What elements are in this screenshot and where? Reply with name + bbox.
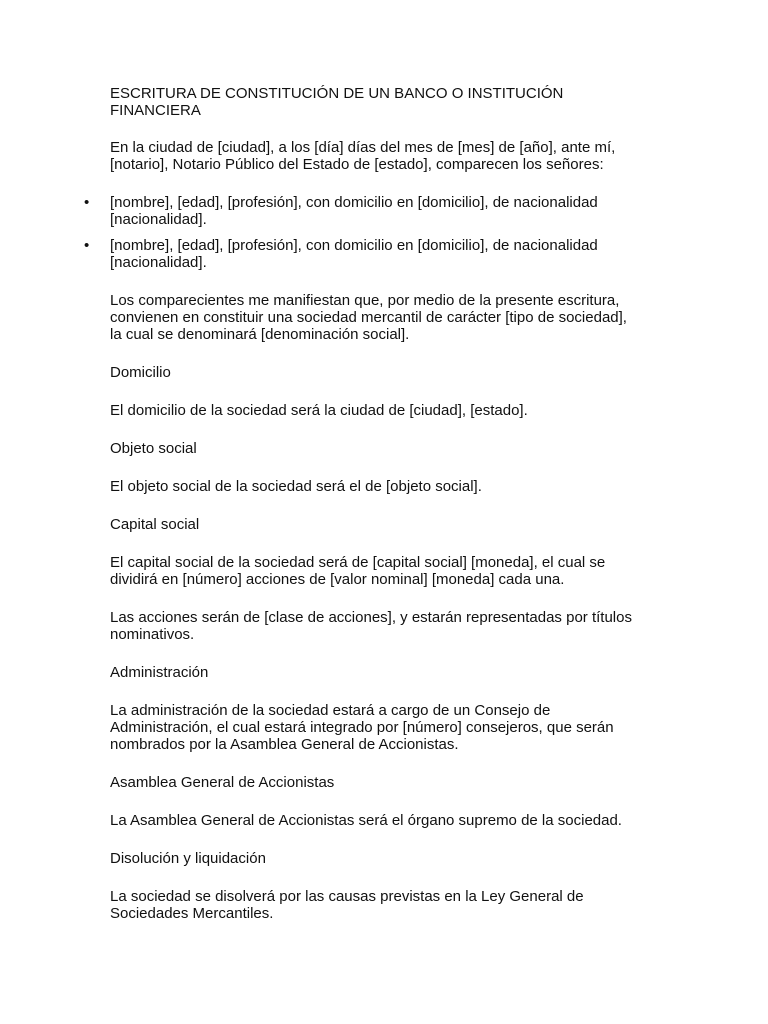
section-heading-objeto-social: Objeto social	[110, 440, 197, 457]
statement-paragraph: Los comparecientes me manifiestan que, por medio de la presente escritura, convienen en constituir una sociedad mercantil de carácter [tipo de sociedad], la cual se denominará [denominación social].	[110, 292, 627, 343]
disolucion-paragraph: La sociedad se disolverá por las causas previstas en la Ley General de Sociedades Mercantiles.	[110, 888, 584, 922]
parties-list	[110, 194, 660, 271]
section-heading-capital-social: Capital social	[110, 516, 200, 533]
objeto-social-paragraph: El objeto social de la sociedad será el de [objeto social].	[110, 478, 482, 495]
acciones-paragraph: Las acciones serán de [clase de acciones], y estarán representadas por títulos nominativos.	[110, 609, 632, 643]
asamblea-paragraph: La Asamblea General de Accionistas será el órgano supremo de la sociedad.	[110, 812, 622, 829]
list-item: • [nombre], [edad], [profesión], con domicilio en [domicilio], de nacionalidad [nacionalidad].	[110, 194, 660, 228]
domicilio-paragraph: El domicilio de la sociedad será la ciudad de [ciudad], [estado].	[110, 402, 528, 419]
document-page	[110, 85, 660, 922]
section-heading-asamblea: Asamblea General de Accionistas	[110, 774, 335, 791]
list-item: • [nombre], [edad], [profesión], con domicilio en [domicilio], de nacionalidad [nacionalidad].	[110, 237, 660, 271]
intro-paragraph: En la ciudad de [ciudad], a los [día] días del mes de [mes] de [año], ante mí, [notario], Notario Público del Estado de [estado], comparecen los señores:	[110, 139, 616, 173]
section-heading-domicilio: Domicilio	[110, 364, 171, 381]
capital-social-paragraph: El capital social de la sociedad será de [capital social] [moneda], el cual se dividirá en [número] acciones de [valor nominal] [moneda] cada una.	[110, 554, 606, 588]
section-heading-disolucion: Disolución y liquidación	[110, 850, 266, 867]
administracion-paragraph: La administración de la sociedad estará a cargo de un Consejo de Administración, el cual estará integrado por [número] consejeros, que serán nombrados por la Asamblea General de Accionistas.	[110, 702, 614, 753]
document-title: ESCRITURA DE CONSTITUCIÓN DE UN BANCO O INSTITUCIÓN FINANCIERA	[110, 85, 564, 119]
section-heading-administracion: Administración	[110, 664, 209, 681]
